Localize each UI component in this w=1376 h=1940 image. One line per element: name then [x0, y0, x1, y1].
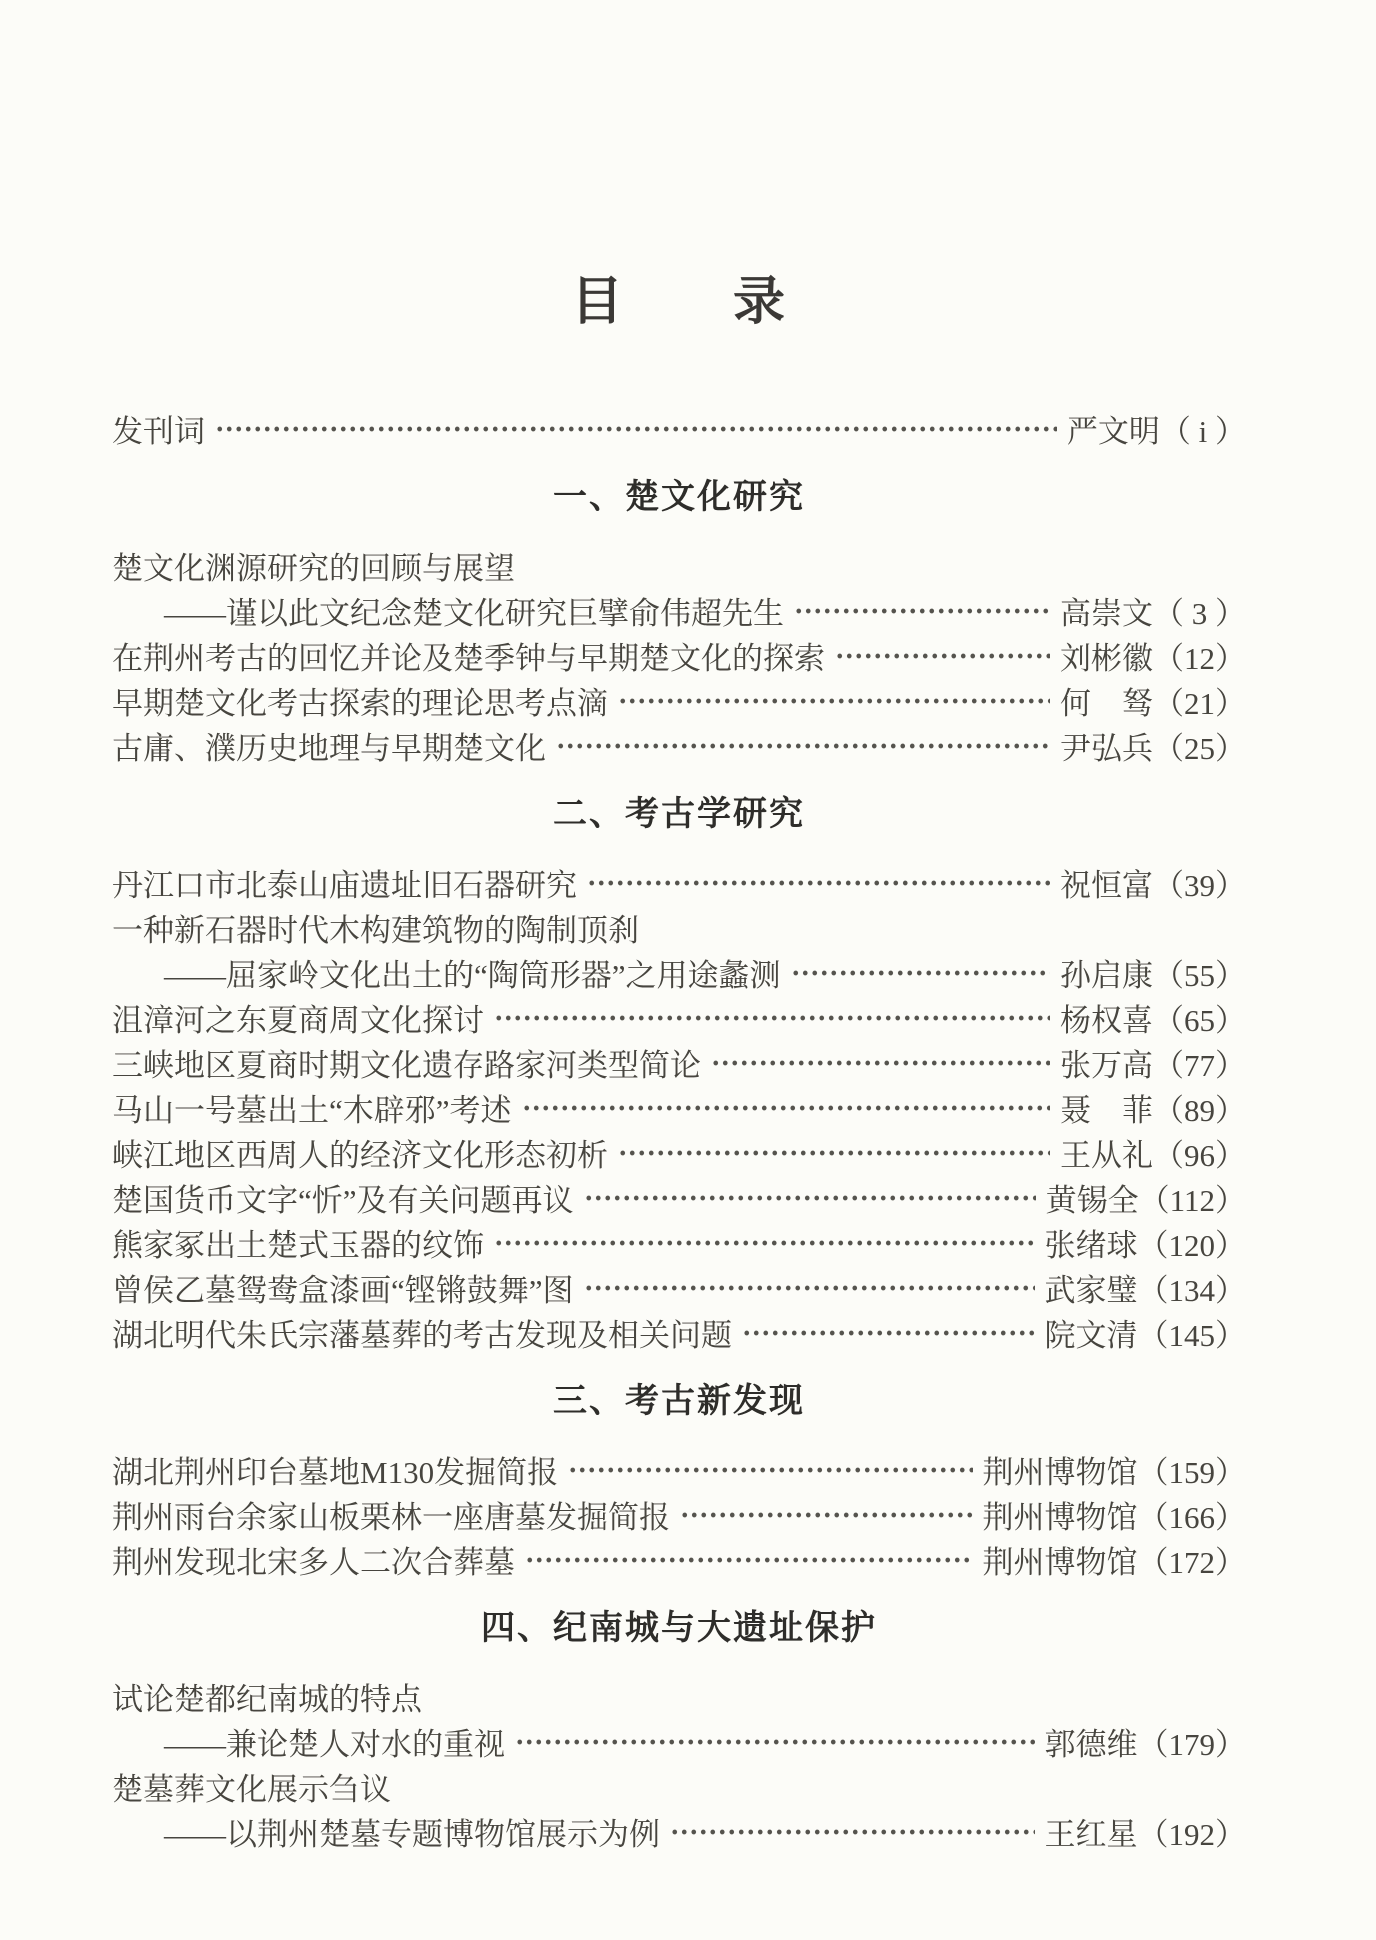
entry-reference: [1060, 588, 1246, 633]
dot-leader: [833, 633, 1050, 678]
entry-title: 熊家冢出土楚式玉器的纹饰: [112, 1228, 484, 1263]
toc-entry: [112, 1537, 1246, 1582]
entry-reference: [1046, 1175, 1246, 1220]
toc-title-line: [112, 543, 1246, 588]
entry-author: 王从礼: [1060, 1138, 1153, 1173]
toc-entry: [112, 588, 1246, 633]
dot-leader: [792, 588, 1050, 633]
entry-author: 黄锡全: [1045, 1183, 1139, 1218]
toc-entry: [112, 1492, 1246, 1537]
entry-reference: [1045, 1310, 1247, 1355]
dot-leader: [582, 1265, 1035, 1310]
entry-author: 荆州博物馆: [982, 1500, 1138, 1535]
entry-page-number: （ 3 ）: [1153, 596, 1246, 631]
toc-entry: [112, 1040, 1246, 1085]
entry-reference: [983, 1492, 1247, 1537]
entry-author: 杨权喜: [1060, 1003, 1153, 1038]
entry-title: 早期楚文化考古探索的理论思考点滴: [112, 686, 608, 721]
toc-title-line: [112, 905, 1246, 950]
entry-page-number: （96）: [1153, 1138, 1246, 1173]
entry-title: 马山一号墓出土“木辟邪”考述: [112, 1093, 512, 1128]
entry-reference: [1060, 1040, 1246, 1085]
toc-entry: [112, 633, 1246, 678]
dot-leader: [740, 1310, 1035, 1355]
entry-author: 荆州博物馆: [982, 1455, 1138, 1490]
entry-title: 曾侯乙墓鸳鸯盒漆画“铿锵鼓舞”图: [112, 1273, 574, 1308]
entry-reference: [1060, 633, 1246, 678]
entry-page-number: （ i ）: [1159, 414, 1246, 449]
entry-reference: [1045, 1220, 1247, 1265]
entry-title: 一种新石器时代木构建筑物的陶制顶刹: [112, 913, 639, 948]
entry-page-number: （12）: [1153, 641, 1246, 676]
entry-page-number: （179）: [1137, 1727, 1246, 1762]
toc-title-line: [112, 1674, 1246, 1719]
entry-reference: [1060, 860, 1246, 905]
entry-author: 刘彬徽: [1060, 641, 1153, 676]
dot-leader: [523, 1537, 973, 1582]
entry-page-number: （39）: [1153, 868, 1246, 903]
entry-title: ——兼论楚人对水的重视: [164, 1727, 505, 1762]
entry-author: 张万高: [1060, 1048, 1153, 1083]
section-header: 三、考古新发现: [553, 1382, 805, 1420]
entry-reference: [983, 1537, 1247, 1582]
entry-title: 湖北荆州印台墓地M130发掘简报: [112, 1455, 559, 1490]
entry-reference: [1060, 995, 1246, 1040]
toc-entry: [112, 723, 1246, 768]
dot-leader: [566, 1447, 972, 1492]
toc-entry: [112, 1085, 1246, 1130]
section-header: 四、纪南城与大遗址保护: [481, 1609, 877, 1647]
toc-entry: [112, 1130, 1246, 1175]
entry-page-number: （159）: [1137, 1455, 1246, 1490]
entry-title: 湖北明代朱氏宗藩墓葬的考古发现及相关问题: [112, 1318, 732, 1353]
entry-author: 严文明: [1066, 414, 1160, 449]
entry-page-number: （89）: [1153, 1093, 1246, 1128]
entry-author: 聂 菲: [1060, 1093, 1153, 1128]
dot-leader: [678, 1492, 973, 1537]
toc-entry: [112, 1265, 1246, 1310]
entry-author: 孙启康: [1060, 958, 1153, 993]
toc-entry: [112, 950, 1246, 995]
dot-leader: [513, 1719, 1035, 1764]
entry-author: 张绪球: [1044, 1228, 1138, 1263]
entry-title: 峡江地区西周人的经济文化形态初析: [112, 1138, 608, 1173]
entry-title: 楚国货币文字“忻”及有关问题再议: [112, 1183, 574, 1218]
section-header: 一、楚文化研究: [553, 478, 805, 516]
toc-rows: [112, 406, 1246, 1854]
entry-reference: [1067, 406, 1246, 451]
entry-reference: [1060, 950, 1246, 995]
dot-leader: [709, 1040, 1050, 1085]
toc-entry: [112, 1220, 1246, 1265]
entry-author: 何 驽: [1060, 686, 1153, 721]
entry-author: 院文清: [1044, 1318, 1138, 1353]
entry-title: 古庸、濮历史地理与早期楚文化: [112, 731, 546, 766]
toc-entry: [112, 860, 1246, 905]
toc-entry: [112, 1310, 1246, 1355]
entry-author: 王红星: [1044, 1817, 1138, 1852]
page-title: 目 录: [570, 274, 787, 331]
toc-entry: [112, 995, 1246, 1040]
entry-page-number: （21）: [1153, 686, 1246, 721]
entry-reference: [1045, 1719, 1247, 1764]
entry-page-number: （166）: [1137, 1500, 1246, 1535]
dot-leader: [668, 1809, 1035, 1854]
toc-entry: [112, 1719, 1246, 1764]
entry-reference: [983, 1447, 1247, 1492]
entry-title: 发刊词: [112, 414, 205, 449]
entry-page-number: （192）: [1137, 1817, 1246, 1852]
entry-reference: [1060, 1130, 1246, 1175]
entry-title: 试论楚都纪南城的特点: [112, 1682, 422, 1717]
entry-author: 祝恒富: [1060, 868, 1153, 903]
entry-page-number: （172）: [1137, 1545, 1246, 1580]
entry-page-number: （25）: [1153, 731, 1246, 766]
entry-author: 荆州博物馆: [982, 1545, 1138, 1580]
section-header: 二、考古学研究: [553, 795, 805, 833]
dot-leader: [616, 678, 1050, 723]
dot-leader: [582, 1175, 1036, 1220]
entry-reference: [1045, 1265, 1247, 1310]
entry-page-number: （120）: [1137, 1228, 1246, 1263]
entry-title: 在荆州考古的回忆并论及楚季钟与早期楚文化的探索: [112, 641, 825, 676]
entry-author: 郭德维: [1044, 1727, 1138, 1762]
dot-leader: [213, 406, 1057, 451]
entry-title: 荆州雨台余家山板栗林一座唐墓发掘简报: [112, 1500, 670, 1535]
toc-entry: [112, 1809, 1246, 1854]
entry-page-number: （65）: [1153, 1003, 1246, 1038]
entry-page-number: （145）: [1137, 1318, 1246, 1353]
dot-leader: [585, 860, 1050, 905]
entry-title: 沮漳河之东夏商周文化探讨: [112, 1003, 484, 1038]
entry-reference: [1045, 1809, 1247, 1854]
entry-author: 高崇文: [1060, 596, 1153, 631]
entry-title: ——谨以此文纪念楚文化研究巨擘俞伟超先生: [164, 596, 784, 631]
entry-page-number: （55）: [1153, 958, 1246, 993]
dot-leader: [554, 723, 1050, 768]
entry-author: 武家璧: [1044, 1273, 1138, 1308]
toc-entry: [112, 406, 1246, 451]
entry-page-number: （134）: [1137, 1273, 1246, 1308]
toc-entry: [112, 1175, 1246, 1220]
dot-leader: [492, 995, 1050, 1040]
entry-title: 楚墓葬文化展示刍议: [112, 1772, 391, 1807]
entry-title: 丹江口市北泰山庙遗址旧石器研究: [112, 868, 577, 903]
entry-reference: [1060, 1085, 1246, 1130]
dot-leader: [616, 1130, 1050, 1175]
entry-title: ——屈家岭文化出土的“陶筒形器”之用途蠡测: [164, 958, 781, 993]
entry-page-number: （112）: [1138, 1183, 1246, 1218]
entry-title: 楚文化渊源研究的回顾与展望: [112, 551, 515, 586]
entry-title: 荆州发现北宋多人二次合葬墓: [112, 1545, 515, 1580]
dot-leader: [789, 950, 1050, 995]
entry-title: 三峡地区夏商时期文化遗存路家河类型简论: [112, 1048, 701, 1083]
toc-title-line: [112, 1764, 1246, 1809]
entry-title: ——以荆州楚墓专题博物馆展示为例: [164, 1817, 660, 1852]
entry-author: 尹弘兵: [1060, 731, 1153, 766]
entry-reference: [1060, 723, 1246, 768]
toc-entry: [112, 678, 1246, 723]
entry-reference: [1060, 678, 1246, 723]
toc-entry: [112, 1447, 1246, 1492]
dot-leader: [492, 1220, 1035, 1265]
entry-page-number: （77）: [1153, 1048, 1246, 1083]
dot-leader: [520, 1085, 1050, 1130]
